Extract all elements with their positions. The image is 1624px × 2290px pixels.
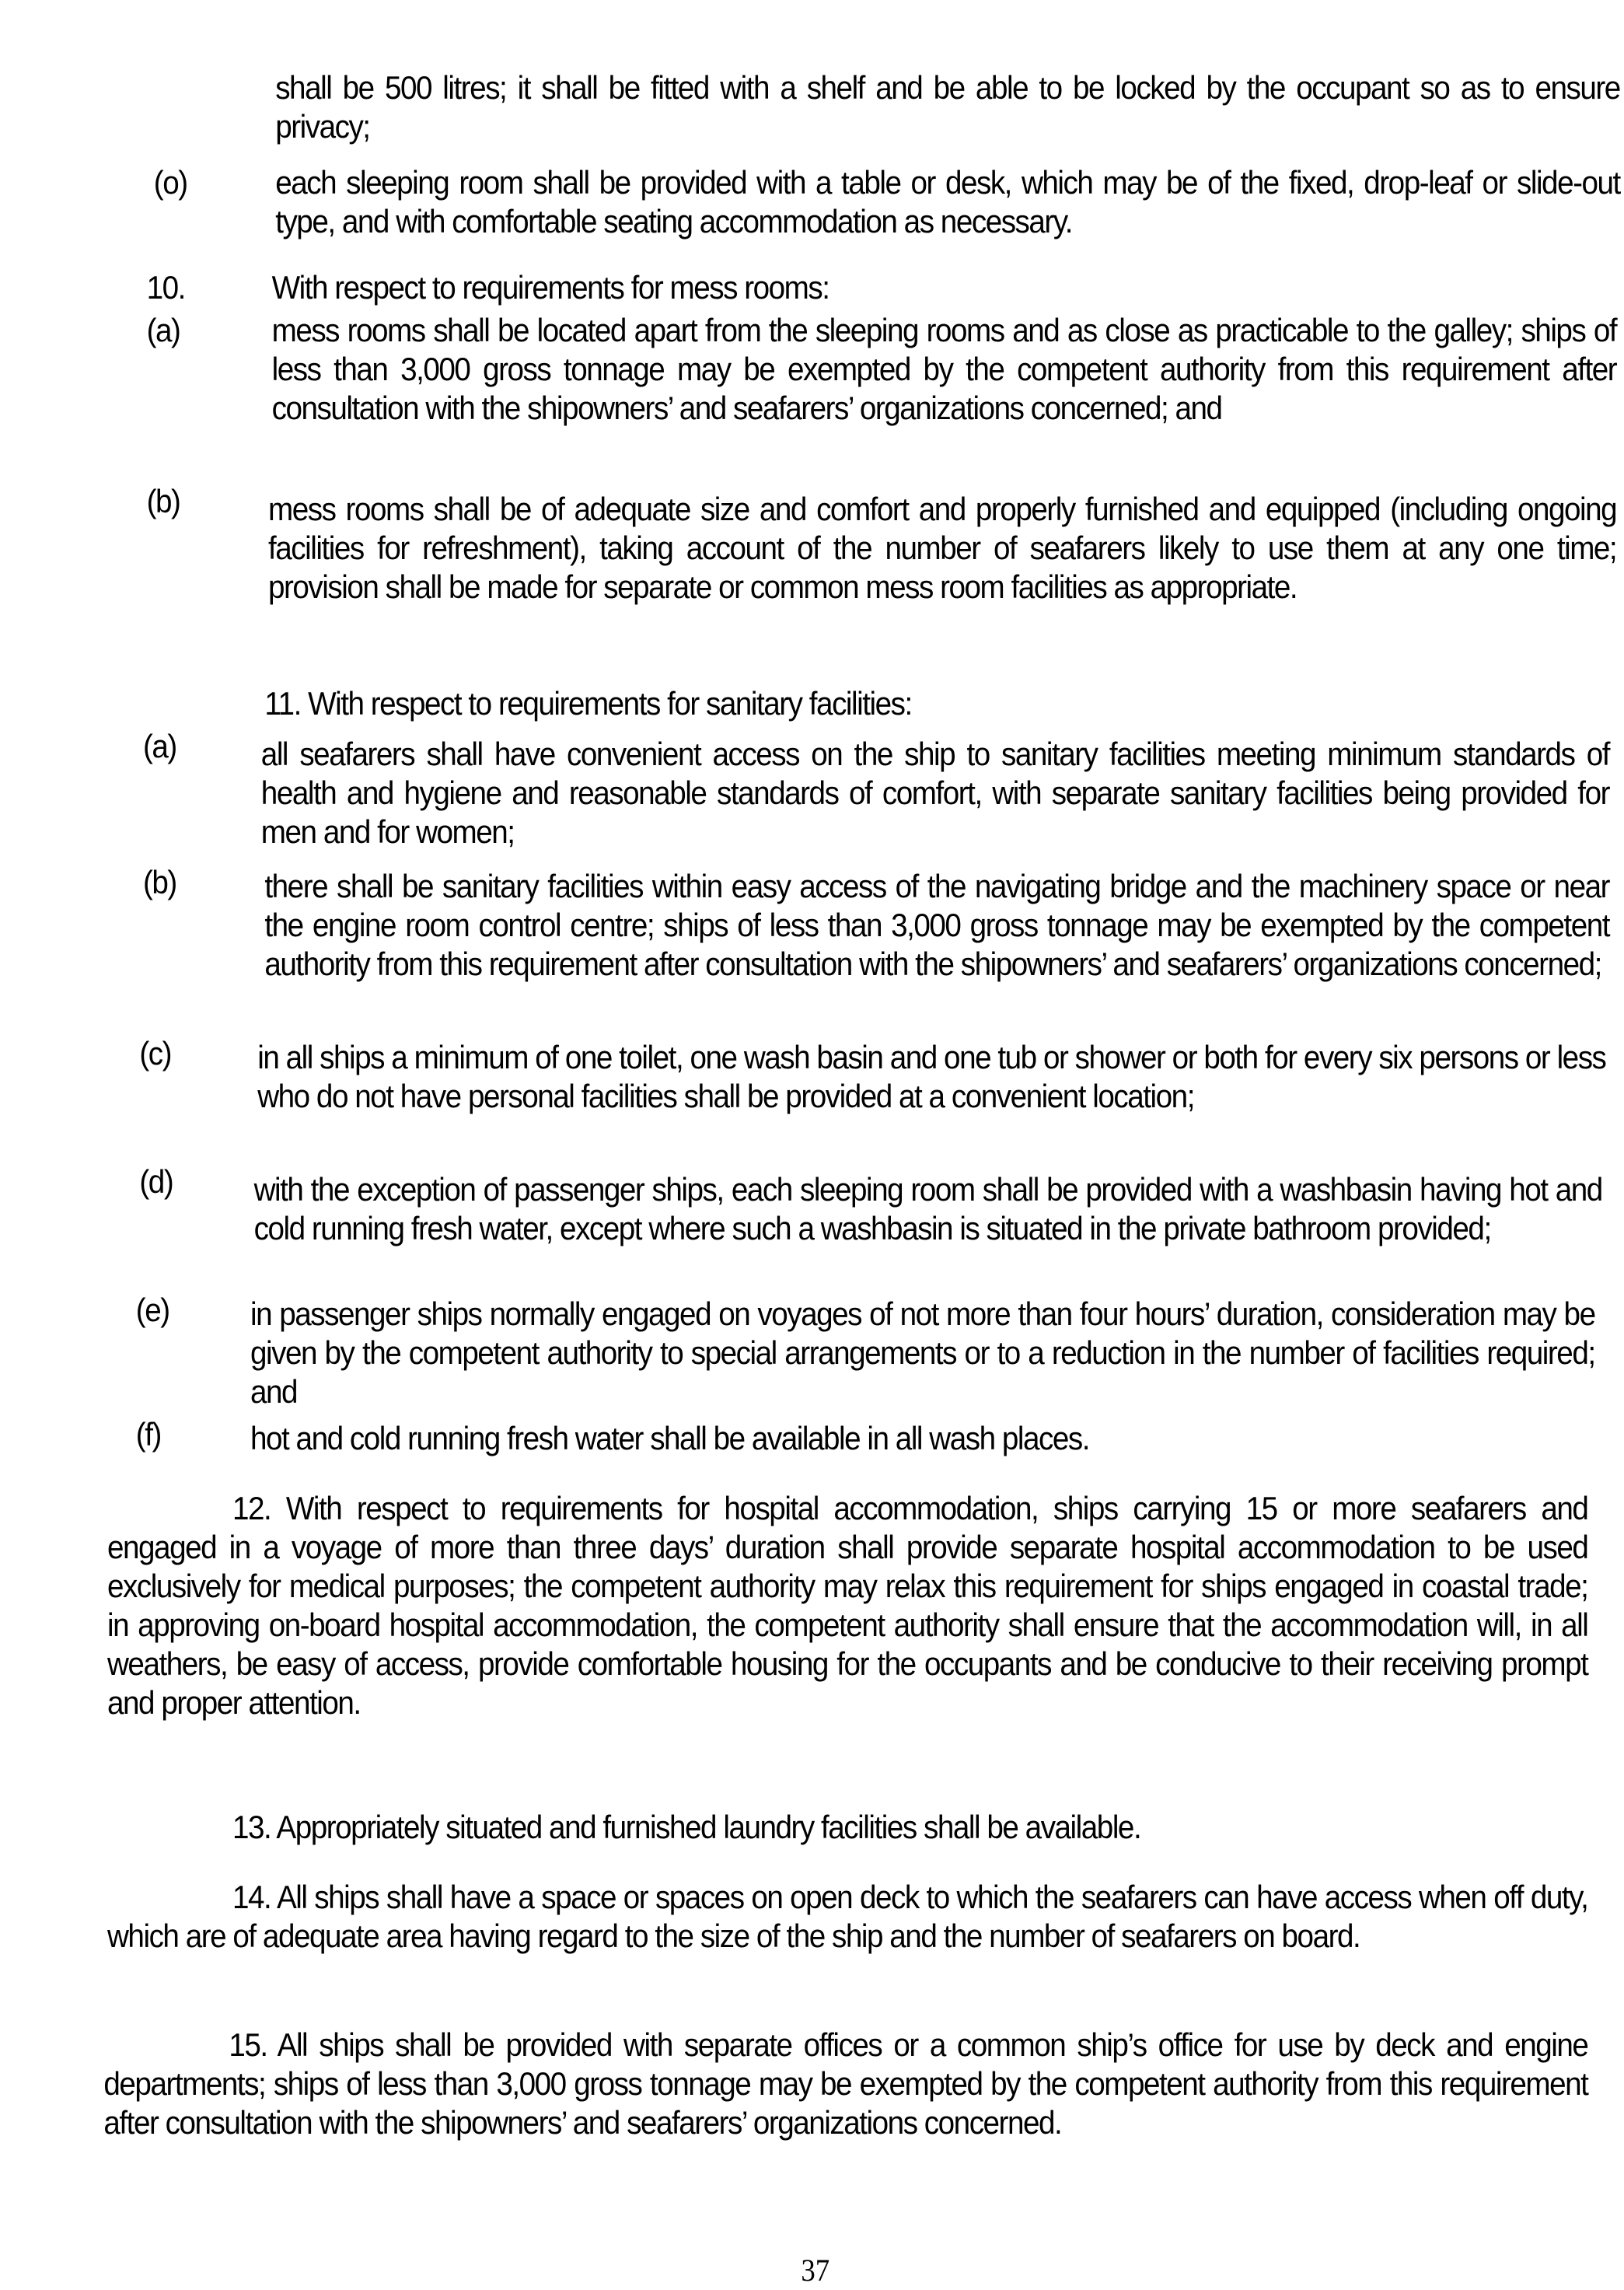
section-10-heading: With respect to requirements for mess rooms: (271, 269, 829, 306)
paragraph-13: 13. Appropriately situated and furnished laundry facilities shall be available. (232, 1809, 1141, 1845)
section-11-item-d-marker: (d) (139, 1163, 173, 1200)
item-text-o: each sleeping room shall be provided with a table or desk, which may be of the fixed, drop-leaf or slide-out type, and with comfortable seating accommodation as necessary. (275, 164, 1620, 239)
section-11-item-a-text: all seafarers shall have convenient access on the ship to sanitary facilities meeting minimum standards of health and hygiene and reasonable standards of comfort, with separate sanitary facilities being provided for men and for women; (260, 736, 1609, 850)
section-10-item-b-marker: (b) (146, 483, 180, 519)
section-11-item-f-marker: (f) (135, 1416, 161, 1453)
section-11-heading: 11. With respect to requirements for sanitary facilities: (264, 685, 912, 722)
section-10-item-a-text: mess rooms shall be located apart from the sleeping rooms and as close as practicable to the galley; ships of less than 3,000 gross tonnage may be exempted by the competent authority from this requirement after consultation with the shipowners’ and seafarers’ organizations concerned; and (271, 312, 1617, 426)
paragraph-15: 15. All ships shall be provided with separate offices or a common ship’s office for use by deck and engine departments; ships of less than 3,000 gross tonnage may be exempted by the competent authority from this requirement after consultation with the shipowners’ and seafarers’ organizations concerned. (103, 2026, 1588, 2141)
section-11-item-e-text: in passenger ships normally engaged on voyages of not more than four hours’ duration, consideration may be given by the competent authority to special arrangements or to a reduction in the number of facilities required; and (250, 1295, 1595, 1410)
page-number: 37 (801, 2253, 830, 2288)
section-11-item-e-marker: (e) (135, 1292, 169, 1328)
section-10-item-a-marker: (a) (146, 312, 180, 348)
section-11-item-a-marker: (a) (143, 728, 176, 764)
section-11-item-d-text: with the exception of passenger ships, each sleeping room shall be provided with a washbasin having hot and cold running fresh water, except where such a washbasin is situated in the private bathroom provided; (253, 1171, 1602, 1246)
section-11-item-c-text: in all ships a minimum of one toilet, one wash basin and one tub or shower or both for every six persons or less who do not have personal facilities shall be provided at a convenient location; (257, 1039, 1606, 1114)
section-10-item-b-text: mess rooms shall be of adequate size and comfort and properly furnished and equipped (including ongoing facilities for refreshment), taking account of the number of seafarers likely to use them at any one time; provision shall be made for separate or common mess room facilities as appropriate. (268, 491, 1617, 605)
section-11-item-c-marker: (c) (139, 1035, 172, 1072)
item-marker-o: (o) (153, 164, 187, 201)
paragraph-14: 14. All ships shall have a space or spaces on open deck to which the seafarers can have access when off duty, which are of adequate area having regard to the size of the ship and the number of seafarers on board. (107, 1879, 1588, 1954)
section-11-item-f-text: hot and cold running fresh water shall be available in all wash places. (250, 1420, 1090, 1456)
section-10-number: 10. (146, 269, 185, 306)
section-11-item-b-text: there shall be sanitary facilities within easy access of the navigating bridge and the machinery space or near the engine room control centre; ships of less than 3,000 gross tonnage may be exempted by the competent authority from this requirement after consultation with the shipowners’ and seafarers’ organizations concerned; (264, 868, 1609, 982)
section-11-item-b-marker: (b) (143, 864, 176, 900)
continuation-text: shall be 500 litres; it shall be fitted with a shelf and be able to be locked by the occupant so as to ensure privacy; (275, 69, 1620, 145)
paragraph-12: 12. With respect to requirements for hospital accommodation, ships carrying 15 or more seafarers and engaged in a voyage of more than three days’ duration shall provide separate hospital accommodation to be used exclusively for medical purposes; the competent authority may relax this requirement for ships engaged in coastal trade; in approving on-board hospital accommodation, the competent authority shall ensure that the accommodation will, in all weathers, be easy of access, provide comfortable housing for the occupants and be conducive to their receiving prompt and proper attention. (107, 1490, 1588, 1721)
